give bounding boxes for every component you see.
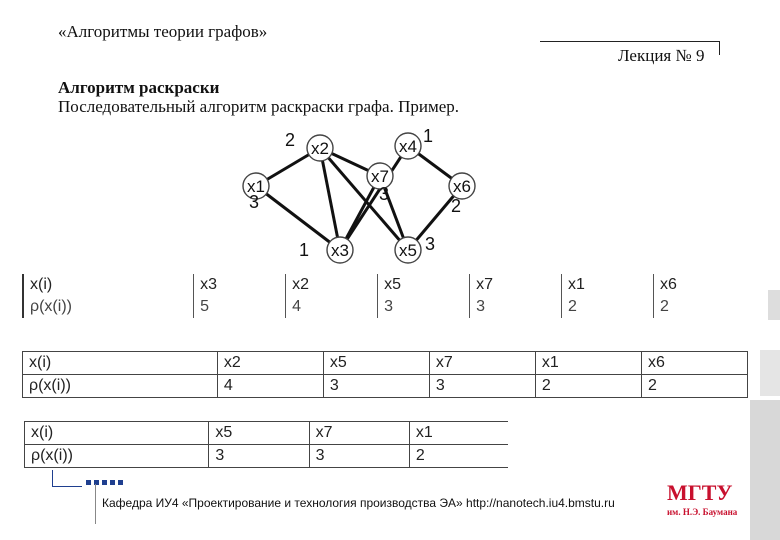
brand-logo: МГТУ	[667, 480, 733, 505]
table-row	[23, 296, 744, 318]
graph-node-color-number: 2	[450, 196, 462, 216]
footer-dot	[118, 480, 123, 485]
graph-node-label: x6	[453, 177, 471, 196]
section-subheading: Последовательный алгоритм раскраски графа. Пример.	[58, 97, 460, 116]
graph-node-label: x2	[311, 139, 329, 158]
row-header-cell: ρ(x(i))	[23, 296, 194, 318]
table-cell: 4	[217, 375, 323, 398]
table-cell: 3	[209, 445, 309, 468]
lecture-number: Лекция № 9	[618, 46, 705, 65]
table-cell: 3	[470, 296, 562, 318]
footer-text: Кафедра ИУ4 «Проектирование и технология производства ЭА» http://nanotech.iu4.bmstu.ru	[102, 496, 615, 510]
graph-node-label: x4	[399, 137, 417, 156]
row-header-cell: x(i)	[25, 422, 209, 445]
graph-node-label: x7	[371, 167, 389, 186]
edge-decoration	[760, 350, 780, 396]
order-table-3	[24, 421, 508, 468]
row-header-cell: x(i)	[23, 274, 194, 296]
table-cell: 4	[286, 296, 378, 318]
table-cell: x5	[209, 422, 309, 445]
table-cell: x7	[429, 352, 535, 375]
table-row	[25, 445, 509, 468]
table-cell: x6	[641, 352, 747, 375]
table-cell: 2	[562, 296, 654, 318]
table-cell: x2	[286, 274, 378, 296]
table-cell: 2	[535, 375, 641, 398]
footer-dot	[102, 480, 107, 485]
graph-diagram	[230, 128, 490, 268]
brand-subtitle: им. Н.Э. Баумана	[667, 507, 738, 517]
graph-node-color-number: 2	[284, 130, 296, 150]
edge-decoration	[750, 400, 780, 540]
graph-edge-x2-x5	[320, 148, 408, 250]
table-cell: 2	[641, 375, 747, 398]
graph-node-color-number: 3	[424, 234, 436, 254]
graph-node-color-number: 1	[422, 128, 434, 146]
table-cell: x7	[470, 274, 562, 296]
table-cell: x6	[654, 274, 744, 296]
row-header-cell: ρ(x(i))	[25, 445, 209, 468]
table-cell: 3	[323, 375, 429, 398]
table-cell: x1	[409, 422, 508, 445]
footer-dot	[110, 480, 115, 485]
title-rule-tick	[719, 41, 720, 55]
table-cell: x2	[217, 352, 323, 375]
graph-node-label: x3	[331, 241, 349, 260]
order-table-2	[22, 351, 748, 398]
corner-decoration	[52, 470, 53, 487]
table-row	[23, 274, 744, 296]
section-heading: Алгоритм раскраски	[58, 78, 220, 97]
table-cell: 2	[654, 296, 744, 318]
order-table-1	[22, 274, 744, 318]
graph-edge-x2-x3	[320, 148, 340, 250]
table-row	[23, 375, 748, 398]
footer-dot	[86, 480, 91, 485]
graph-node-color-number: 3	[248, 192, 260, 212]
graph-node-color-number: 1	[298, 240, 310, 260]
table-cell: x5	[378, 274, 470, 296]
title-rule	[540, 41, 720, 42]
graph-node-color-number: 3	[378, 184, 390, 204]
table-cell: 3	[429, 375, 535, 398]
table-cell: 5	[194, 296, 286, 318]
table-cell: 3	[309, 445, 409, 468]
graph-node-label: x5	[399, 241, 417, 260]
table-cell: x1	[535, 352, 641, 375]
table-cell: x7	[309, 422, 409, 445]
table-row	[23, 352, 748, 375]
course-title: «Алгоритмы теории графов»	[58, 22, 268, 41]
row-header-cell: x(i)	[23, 352, 218, 375]
row-header-cell: ρ(x(i))	[23, 375, 218, 398]
table-cell: x5	[323, 352, 429, 375]
edge-decoration	[768, 290, 780, 320]
table-cell: x3	[194, 274, 286, 296]
footer-rule	[95, 484, 96, 524]
corner-decoration	[52, 486, 82, 487]
table-cell: x1	[562, 274, 654, 296]
table-row	[25, 422, 509, 445]
graph-node-label: x1	[247, 177, 265, 196]
table-cell: 3	[378, 296, 470, 318]
table-cell: 2	[409, 445, 508, 468]
